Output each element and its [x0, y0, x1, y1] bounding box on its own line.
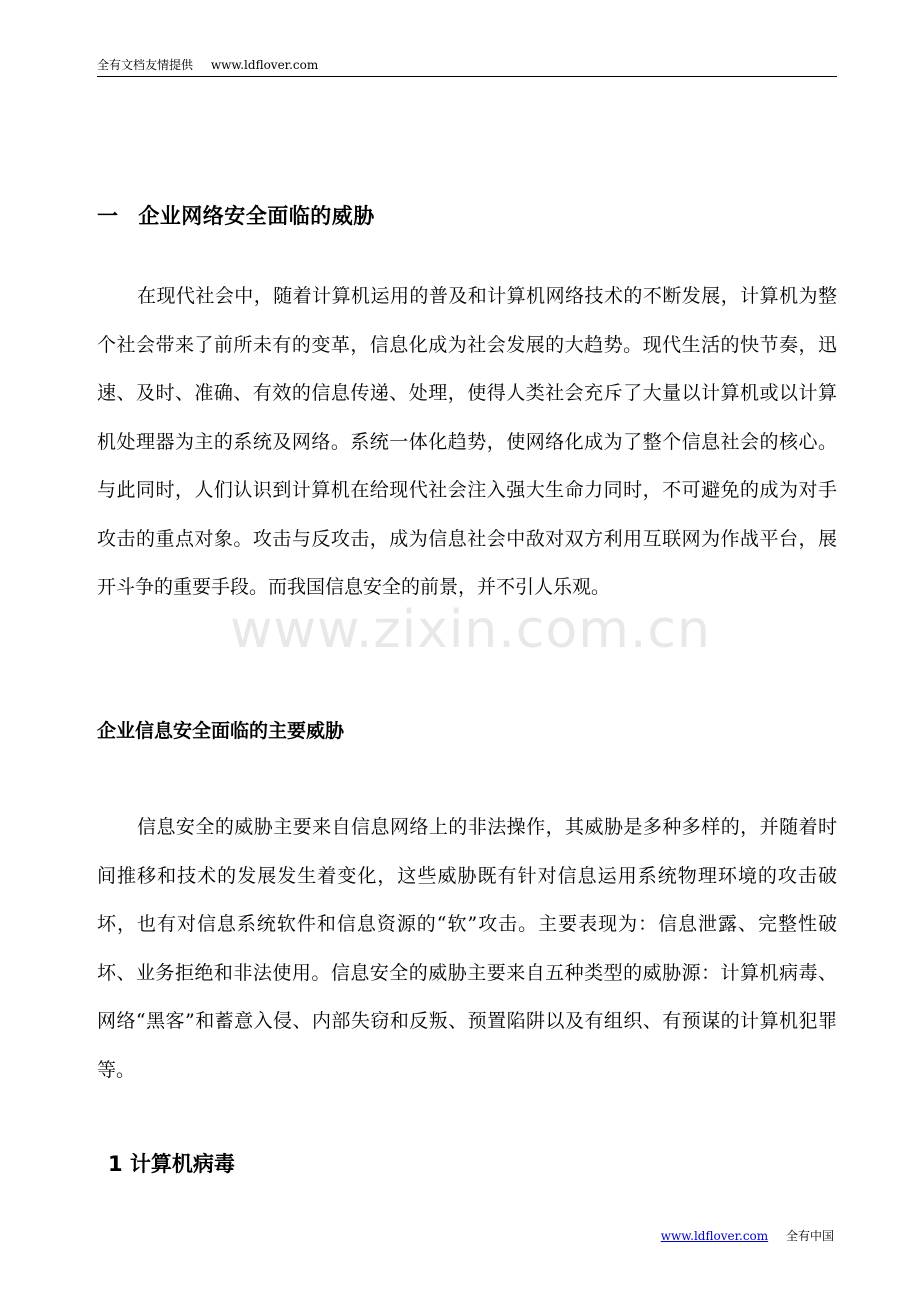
section-title-text: 企业网络安全面临的威胁: [138, 204, 375, 228]
section-number: 一: [97, 204, 119, 228]
header-url: www.ldflover.com: [210, 58, 319, 72]
section-title: [97, 200, 375, 230]
page-header: [97, 58, 837, 77]
header-brand: 全有文档友情提供: [97, 58, 194, 72]
intro-paragraph: 在现代社会中，随着计算机运用的普及和计算机网络技术的不断发展，计算机为整个社会带来了前所未有的变革，信息化成为社会发展的大趋势。现代生活的快节奏，迅速、及时、准确、有效的信息传递、处理，使得人类社会充斥了大量以计算机或以计算机处理器为主的系统及网络。系统一体化趋势，使网络化成为了整个信息社会的核心。与此同时，人们认识到计算机在给现代社会注入强大生命力同时，不可避免的成为对手攻击的重点对象。攻击与反攻击，成为信息社会中敌对双方利用互联网为作战平台，展开斗争的重要手段。而我国信息安全的前景，并不引人乐观。: [97, 285, 837, 598]
footer-text: 全有中国: [785, 1229, 834, 1243]
page-footer: [661, 1229, 834, 1243]
threats-paragraph: 信息安全的威胁主要来自信息网络上的非法操作，其威胁是多种多样的，并随着时间推移和技术的发展发生着变化，这些威胁既有针对信息运用系统物理环境的攻击破坏，也有对信息系统软件和信息资源的“软”攻击。主要表现为：信息泄露、完整性破坏、业务拒绝和非法使用。信息安全的威胁主要来自五种类型的威胁源：计算机病毒、网络“黑客”和蓄意入侵、内部失窃和反叛、预置陷阱以及有组织、有预谋的计算机犯罪等。: [97, 816, 837, 1081]
subheading: 企业信息安全面临的主要威胁: [97, 720, 345, 742]
watermark: www.zixin.com.cn: [230, 600, 711, 660]
heading-computer-virus: 1 计算机病毒: [108, 1152, 235, 1176]
footer-link[interactable]: www.ldflover.com: [660, 1229, 769, 1243]
